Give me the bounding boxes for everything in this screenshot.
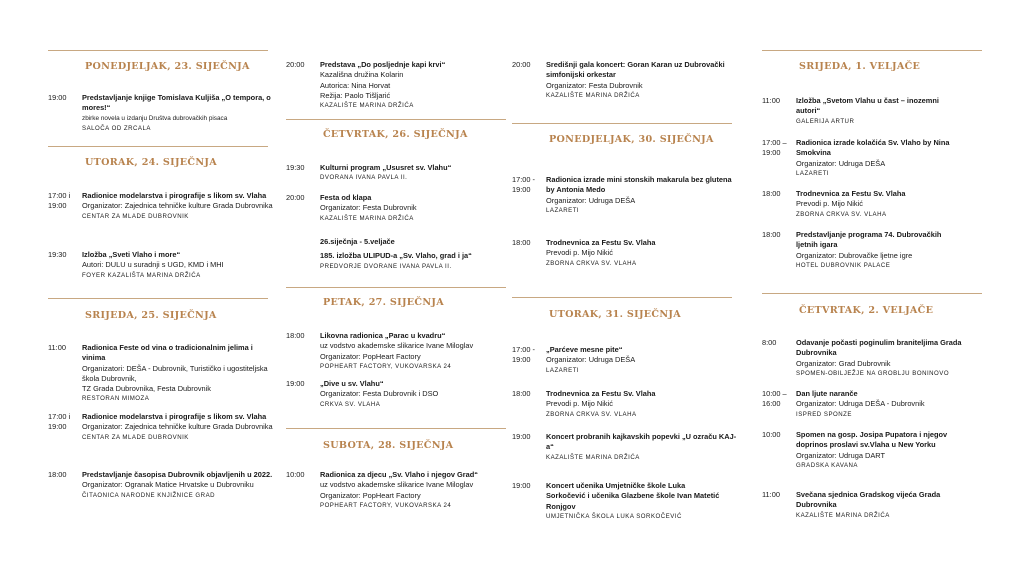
event-detail: Organizator: Ogranak Matice Hrvatske u Dubrovniku	[82, 480, 254, 490]
event-detail: Prevodi p. Mijo Nikić	[546, 248, 613, 258]
event-body	[796, 96, 992, 127]
event-title: Dan ljute naranče	[796, 389, 858, 398]
event-venue: ISPRED SPONZE	[796, 410, 852, 418]
event-title: Likovna radionica „Parac u kvadru“	[320, 331, 446, 340]
event-title: Trodnevnica za Festu Sv. Vlaha	[546, 238, 656, 247]
event-venue: ČITAONICA NARODNE KNJIŽNICE GRAD	[82, 491, 216, 499]
event-venue: FOYER KAZALIŠTA MARINA DRŽIĆA	[82, 271, 201, 279]
event-detail: uz vodstvo akademske slikarice Ivane Miloglav	[320, 341, 474, 351]
event-time: 10:00	[286, 470, 305, 479]
event-venue: HOTEL DUBROVNIK PALACE	[796, 261, 891, 269]
event-venue: ZBORNA CRKVA SV. VLAHA	[546, 259, 637, 267]
event-detail: zbirke novela u izdanju Društva dubrovačkih pisaca	[82, 114, 228, 122]
event-venue: CENTAR ZA MLADE DUBROVNIK	[82, 212, 189, 220]
event-detail: Organizator: PopHeart Factory	[320, 351, 421, 361]
event-body	[546, 432, 742, 463]
event-title: „Dive u sv. Vlahu“	[320, 379, 384, 388]
event-body	[82, 191, 278, 222]
event-venue: LAZARETI	[796, 169, 830, 177]
event-venue: PREDVORJE DVORANE IVANA PAVLA II.	[320, 262, 452, 270]
section-divider	[512, 123, 732, 124]
event-detail: Organizator: Festa Dubrovnik	[320, 203, 417, 213]
event-body	[796, 189, 992, 220]
event-body	[320, 379, 516, 410]
event-detail: Organizator: Udruga DEŠA	[546, 195, 636, 205]
event-time: 11:00	[762, 490, 780, 499]
event-body	[320, 470, 516, 511]
event-title: Trodnevnica za Festu Sv. Vlaha	[796, 189, 906, 198]
event-title: Predstava „Do posljednje kapi krvi“	[320, 60, 446, 69]
event-detail: Režija: Paolo Tišljarić	[320, 90, 391, 100]
event-detail: Organizator: Zajednica tehničke kulture Grada Dubrovnika	[82, 422, 273, 432]
event-venue: KAZALIŠTE MARINA DRŽIĆA	[546, 453, 640, 461]
event-body	[546, 60, 742, 101]
event-title: „Parćeve mesne pite“	[546, 345, 623, 354]
event-time: 19:30	[48, 250, 67, 259]
event-time: 18:00	[762, 189, 781, 198]
event-body	[546, 345, 742, 376]
event-time: 17:00 - 19:00	[512, 175, 536, 195]
event-title: Spomen na gosp. Josipa Pupatora i njegov doprinos proslavi sv.Vlaha u New Yorku	[796, 430, 948, 450]
event-detail: Autori: DULU u suradnji s UGD, KMD i MHI	[82, 260, 224, 270]
day-heading: PETAK, 27. SIJEČNJA	[323, 297, 444, 308]
event-time: 19:00	[286, 379, 305, 388]
event-venue: DVORANA IVANA PAVLA II.	[320, 174, 408, 182]
event-body	[796, 338, 992, 379]
event-title: Radionice modelarstva i pirografije s likom sv. Vlaha	[82, 191, 267, 200]
event-time: 19:00	[48, 93, 67, 102]
day-heading: PONEDJELJAK, 23. SIJEČNJA	[85, 61, 250, 72]
section-divider	[762, 293, 982, 294]
event-time: 19:30	[286, 163, 305, 172]
event-venue: POPHEART FACTORY, VUKOVARSKA 24	[320, 501, 452, 509]
event-detail: Organizator: Udruga DART	[796, 450, 885, 460]
event-detail: Organizator: PopHeart Factory	[320, 490, 421, 500]
event-detail: Prevodi p. Mijo Nikić	[546, 399, 613, 409]
event-detail: Organizator: Zajednica tehničke kulture Grada Dubrovnika	[82, 201, 273, 211]
event-body	[82, 470, 278, 501]
event-time: 19:00	[512, 432, 531, 441]
section-divider	[286, 428, 506, 429]
event-body	[546, 238, 742, 269]
event-time: 17:00 - 19:00	[512, 345, 536, 365]
event-body	[82, 93, 278, 134]
event-body	[546, 389, 742, 420]
event-time: 20:00	[512, 60, 531, 69]
event-title: Predstavljanje knjige Tomislava Kuljiša „O tempora, o mores!“	[82, 93, 271, 113]
day-heading: PONEDJELJAK, 30. SIJEČNJA	[549, 134, 714, 145]
event-body	[796, 490, 992, 521]
event-detail: Prevodi p. Mijo Nikić	[796, 199, 863, 209]
event-time: 18:00	[48, 470, 67, 479]
event-time: 18:00	[762, 230, 781, 239]
event-venue: LAZARETI	[546, 366, 580, 374]
event-body	[546, 175, 742, 216]
section-divider	[48, 298, 268, 299]
event-detail: Organizator: Dubrovačke ljetne igre	[796, 250, 913, 260]
event-time: 11:00	[762, 96, 780, 105]
event-title: Radionica izrade kolačića Sv. Vlaho by Nina Smokvina	[796, 138, 950, 158]
event-time: 10:00 – 16:00	[762, 389, 787, 409]
event-venue: KAZALIŠTE MARINA DRŽIĆA	[320, 102, 414, 110]
event-body	[320, 193, 516, 224]
event-title: Koncert učenika Umjetničke škole Luka Sorkočević i učenika Glazbene škole Ivan Matetić Ronjgov	[546, 481, 720, 511]
event-time: 8:00	[762, 338, 777, 347]
event-title: Odavanje počasti poginulim braniteljima Grada Dubrovnika	[796, 338, 962, 358]
event-venue: KAZALIŠTE MARINA DRŽIĆA	[796, 511, 890, 519]
event-title: Predstavljanje programa 74. Dubrovačkih ljetnih igara	[796, 230, 942, 250]
event-body	[796, 430, 992, 471]
event-date-range: 26.siječnja - 5.veljače	[320, 237, 395, 246]
event-venue: GRADSKA KAVANA	[796, 461, 858, 469]
event-detail: Organizator: Festa Dubrovnik	[546, 80, 643, 90]
section-divider	[512, 297, 732, 298]
event-venue: KAZALIŠTE MARINA DRŽIĆA	[320, 214, 414, 222]
event-body	[320, 163, 516, 184]
event-title: Koncert probranih kajkavskih popevki „U ozraču KAJ-a“	[546, 432, 737, 452]
section-divider	[48, 50, 268, 51]
event-venue: ZBORNA CRKVA SV. VLAHA	[546, 410, 637, 418]
event-time: 10:00	[762, 430, 781, 439]
day-heading: SRIJEDA, 25. SIJEČNJA	[85, 310, 217, 321]
event-time: 18:00	[286, 331, 305, 340]
event-body	[320, 60, 516, 112]
event-detail: TZ Grada Dubrovnika, Festa Dubrovnik	[82, 384, 211, 394]
event-venue: KAZALIŠTE MARINA DRŽIĆA	[546, 91, 640, 99]
day-heading: ČETVRTAK, 26. SIJEČNJA	[323, 129, 468, 140]
event-venue: ZBORNA CRKVA SV. VLAHA	[796, 210, 887, 218]
event-body	[82, 343, 278, 405]
event-title: Radionica Feste od vina o tradicionalnim jelima i vinima	[82, 343, 253, 363]
event-venue: SALOČA OD ZRCALA	[82, 124, 151, 132]
day-heading: SUBOTA, 28. SIJEČNJA	[323, 440, 454, 451]
event-time: 20:00	[286, 193, 305, 202]
event-body	[796, 389, 992, 420]
event-title: Izložba „Svetom Vlahu u čast – inozemni autori“	[796, 96, 939, 116]
event-detail: Organizatori: DEŠA - Dubrovnik, Turističko i ugostiteljska škola Dubrovnik,	[82, 363, 268, 383]
event-title: 185. izložba ULIPUD-a „Sv. Vlaho, grad i ja“	[320, 251, 472, 261]
section-divider	[286, 119, 506, 120]
event-title: Radionice modelarstva i pirografije s likom sv. Vlaha	[82, 412, 267, 421]
event-time: 19:00	[512, 481, 531, 490]
event-body	[82, 250, 278, 281]
event-body	[796, 230, 992, 271]
event-detail: Autorica: Nina Horvat	[320, 80, 391, 90]
event-title: Kulturni program „Ususret sv. Vlahu“	[320, 163, 452, 172]
event-detail: Organizator: Grad Dubrovnik	[796, 358, 891, 368]
event-detail: Kazališna družina Kolarin	[320, 70, 404, 80]
day-heading: SRIJEDA, 1. VELJAČE	[799, 61, 921, 72]
event-venue: GALERIJA ARTUR	[796, 117, 855, 125]
event-body	[320, 237, 516, 272]
event-title: Izložba „Sveti Vlaho i more“	[82, 250, 181, 259]
event-time: 11:00	[48, 343, 66, 352]
event-detail: Organizator: Festa Dubrovnik i DSO	[320, 389, 439, 399]
day-heading: ČETVRTAK, 2. VELJAČE	[799, 305, 934, 316]
event-title: Svečana sjednica Gradskog vijeća Grada Dubrovnika	[796, 490, 941, 510]
event-title: Središnji gala koncert: Goran Karan uz Dubrovački simfonijski orkestar	[546, 60, 725, 80]
event-time: 17:00 – 19:00	[762, 138, 787, 158]
event-title: Radionica za djecu „Sv. Vlaho i njegov Grad“	[320, 470, 478, 479]
event-title: Trodnevnica za Festu Sv. Vlaha	[546, 389, 656, 398]
event-venue: CENTAR ZA MLADE DUBROVNIK	[82, 433, 189, 441]
event-title: Predstavljanje časopisa Dubrovnik objavljenih u 2022.	[82, 470, 273, 479]
event-time: 17:00 i 19:00	[48, 191, 71, 211]
event-body	[320, 331, 516, 372]
section-divider	[762, 50, 982, 51]
event-venue: RESTORAN MIMOZA	[82, 395, 150, 403]
event-time: 18:00	[512, 389, 531, 398]
event-venue: CRKVA SV. VLAHA	[320, 400, 381, 408]
event-detail: uz vodstvo akademske slikarice Ivane Miloglav	[320, 480, 474, 490]
event-detail: Organizator: Udruga DEŠA	[796, 158, 886, 168]
section-divider	[286, 287, 506, 288]
event-detail: Organizator: Udruga DEŠA - Dubrovnik	[796, 399, 925, 409]
event-body	[546, 481, 742, 522]
section-divider	[48, 146, 268, 147]
event-detail: Organizator: Udruga DEŠA	[546, 355, 636, 365]
event-venue: POPHEART FACTORY, VUKOVARSKA 24	[320, 362, 452, 370]
event-time: 18:00	[512, 238, 531, 247]
event-time: 17:00 i 19:00	[48, 412, 71, 432]
event-title: Radionica izrade mini stonskih makarula bez glutena by Antonia Medo	[546, 175, 732, 195]
event-time: 20:00	[286, 60, 305, 69]
event-venue: UMJETNIČKA ŠKOLA LUKA SORKOČEVIĆ	[546, 512, 682, 520]
day-heading: UTORAK, 31. SIJEČNJA	[549, 309, 681, 320]
event-venue: LAZARETI	[546, 206, 580, 214]
event-body	[796, 138, 992, 179]
event-venue: SPOMEN-OBILJEŽJE NA GROBLJU BONINOVO	[796, 369, 950, 377]
event-body	[82, 412, 278, 443]
day-heading: UTORAK, 24. SIJEČNJA	[85, 157, 217, 168]
event-title: Festa od klapa	[320, 193, 372, 202]
